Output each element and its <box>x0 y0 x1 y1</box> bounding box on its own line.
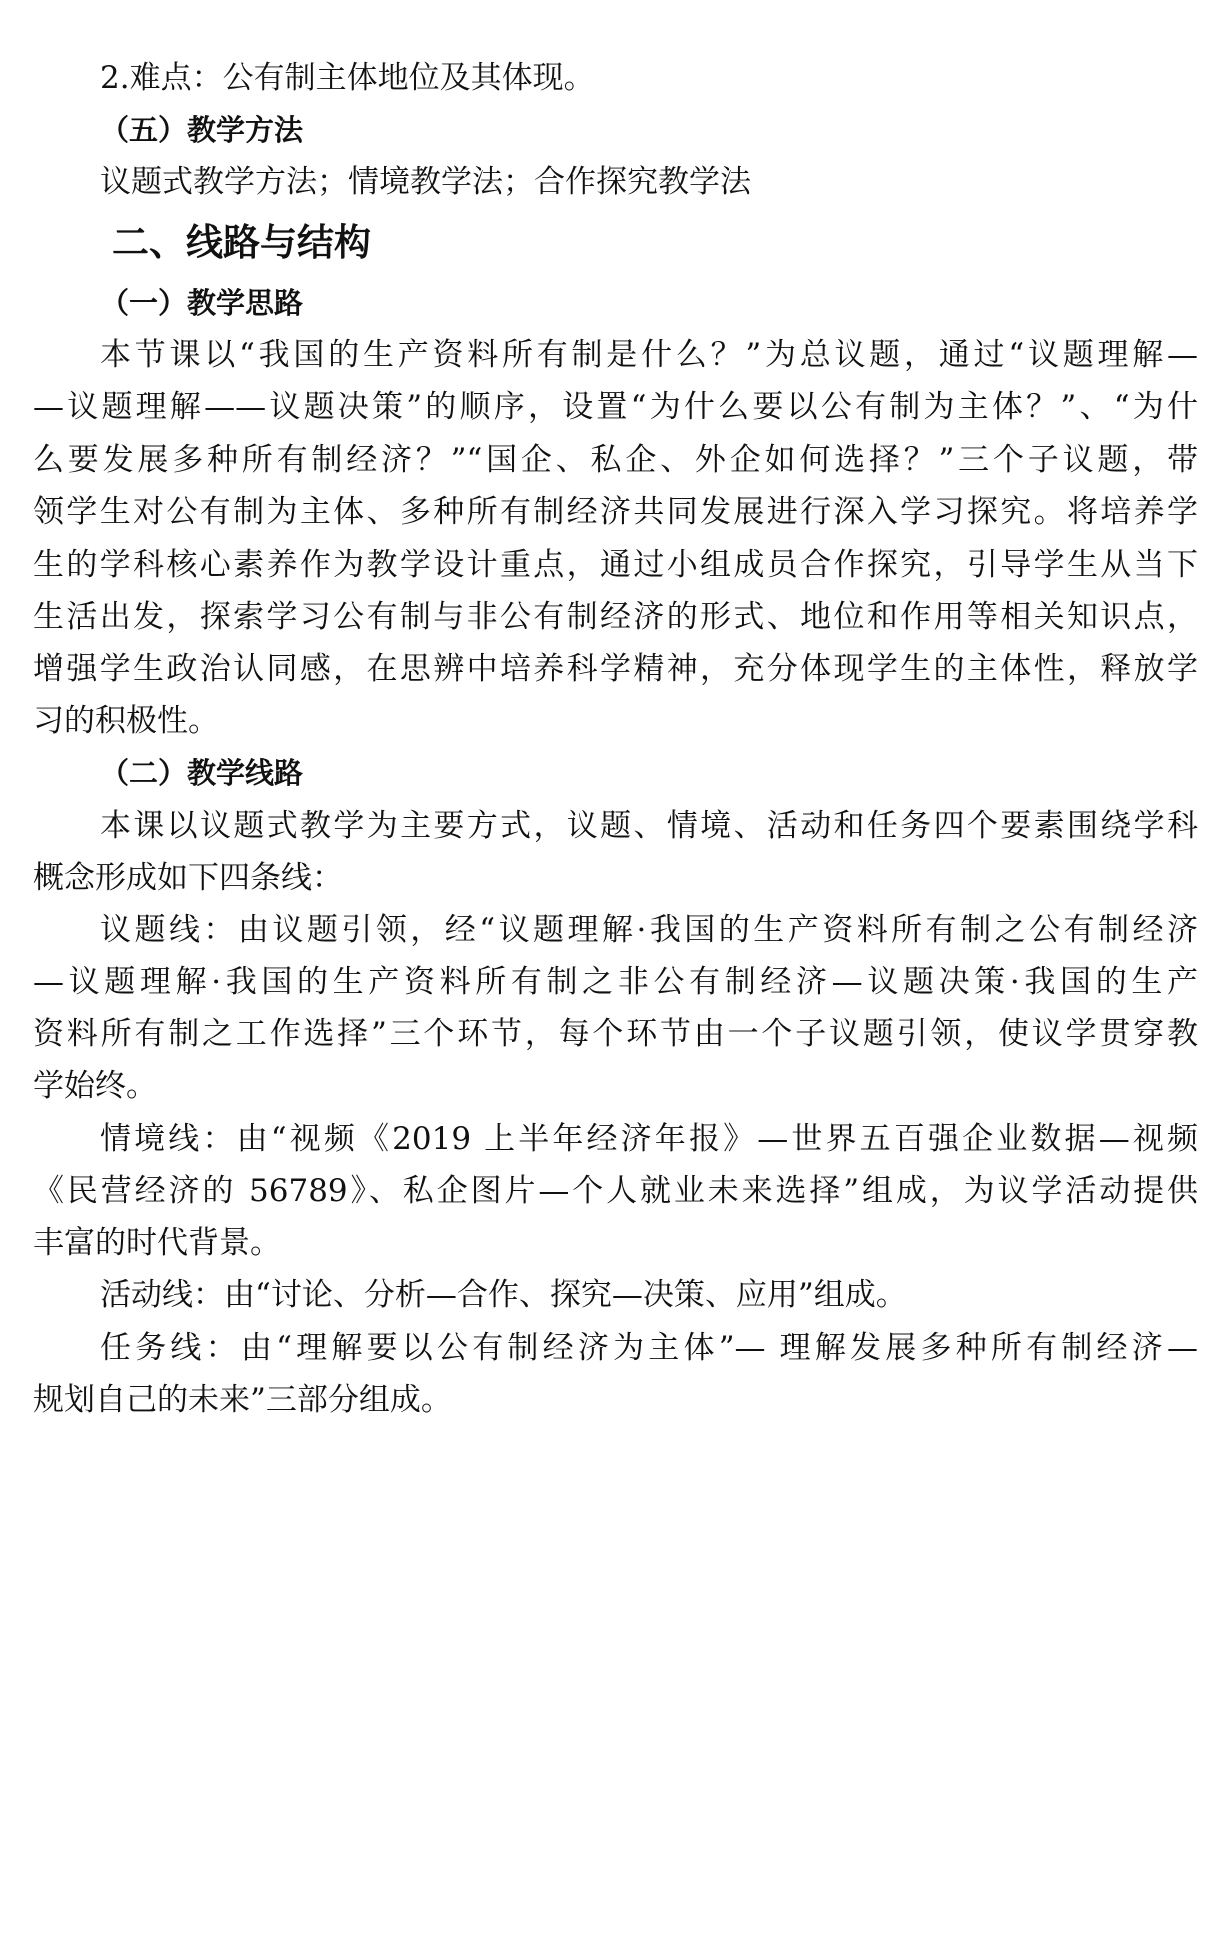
teaching-idea-line: —议题理解——议题决策”的顺序，设置“为什么要以公有制为主体？”、“为什 <box>33 389 1198 425</box>
teaching-route-intro-line: 本课以议题式教学为主要方式，议题、情境、活动和任务四个要素围绕学科 <box>100 808 1198 844</box>
subsection-teaching-route-title: （二）教学线路 <box>100 756 304 790</box>
teaching-idea-line: 生的学科核心素养作为教学设计重点，通过小组成员合作探究，引导学生从当下 <box>33 547 1198 583</box>
topic-line-text: 资料所有制之工作选择”三个环节，每个环节由一个子议题引领，使议学贯穿教 <box>33 1016 1198 1052</box>
topic-line-text: 议题线：由议题引领，经“议题理解·我国的生产资料所有制之公有制经济 <box>100 912 1198 948</box>
activity-line-text: 活动线：由“讨论、分析—合作、探究—决策、应用”组成。 <box>100 1277 907 1313</box>
difficulty-point: 2.难点：公有制主体地位及其体现。 <box>100 60 595 96</box>
teaching-idea-line: 领学生对公有制为主体、多种所有制经济共同发展进行深入学习探究。将培养学 <box>33 494 1198 530</box>
teaching-idea-line: 么要发展多种所有制经济？”“国企、私企、外企如何选择？”三个子议题，带 <box>33 442 1198 478</box>
teaching-idea-line: 习的积极性。 <box>33 703 219 739</box>
context-line-text: 《民营经济的 56789》、私企图片—个人就业未来选择”组成，为议学活动提供 <box>33 1173 1198 1209</box>
context-line-text: 情境线：由“视频《2019 上半年经济年报》—世界五百强企业数据—视频 <box>100 1121 1198 1157</box>
subsection-teaching-idea-title: （一）教学思路 <box>100 286 304 320</box>
teaching-methods-text: 议题式教学方法；情境教学法；合作探究教学法 <box>100 164 751 200</box>
topic-line-text: —议题理解·我国的生产资料所有制之非公有制经济—议题决策·我国的生产 <box>33 964 1198 1000</box>
task-line-text: 任务线：由“理解要以公有制经济为主体”— 理解发展多种所有制经济— <box>100 1330 1198 1366</box>
part-route-structure-title: 二、线路与结构 <box>112 221 371 264</box>
teaching-idea-line: 本节课以“我国的生产资料所有制是什么？”为总议题，通过“议题理解— <box>100 337 1198 373</box>
teaching-route-intro-line: 概念形成如下四条线： <box>33 860 343 896</box>
teaching-idea-line: 增强学生政治认同感，在思辨中培养科学精神，充分体现学生的主体性，释放学 <box>33 651 1198 687</box>
topic-line-text: 学始终。 <box>33 1068 157 1104</box>
task-line-text: 规划自己的未来”三部分组成。 <box>33 1382 452 1418</box>
teaching-idea-line: 生活出发，探索学习公有制与非公有制经济的形式、地位和作用等相关知识点， <box>33 599 1198 635</box>
section-teaching-methods-title: （五）教学方法 <box>100 113 304 147</box>
context-line-text: 丰富的时代背景。 <box>33 1225 281 1261</box>
